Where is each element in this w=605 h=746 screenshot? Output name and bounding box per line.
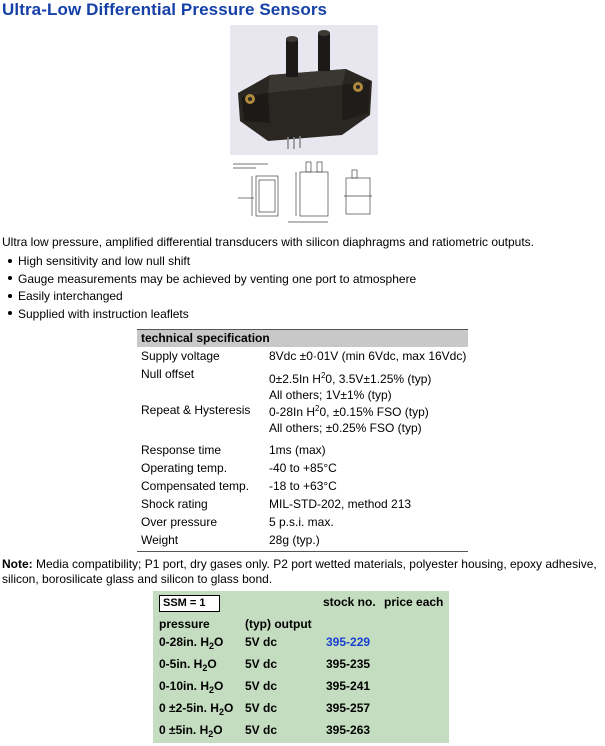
table-row: 0-28in. $H_2O$ [159, 635, 224, 651]
bullet-icon [8, 276, 12, 280]
intro-text: Ultra low pressure, amplified differential transducers with silicon diaphragms and ratiometric outputs. [2, 235, 535, 249]
spec-row: Operating temp. -40 to +85°C [141, 461, 337, 475]
list-item: Supplied with instruction leaflets [2, 306, 416, 324]
bullet-icon [8, 294, 12, 298]
header-pressure: pressure [159, 617, 210, 631]
stock-table: SSM = 1 stock no. price each pressure (typ) output 0-28in. $H_2O$ 5V dc 395-229 0-5in. $H_2O$ 5V dc 395-235 0-10in. $H_2O$ 5V dc 395-241 0 ±2-5in. $H_2O$ 5V dc 395-257 0 ±5in. $H_2O$ 5V dc 395-263 [153, 591, 449, 743]
spec-heading: technical specification [137, 329, 468, 347]
list-item: Easily interchanged [2, 288, 416, 306]
spec-table [137, 329, 468, 552]
feature-list [2, 253, 416, 323]
header-stock-no: stock no. [323, 595, 376, 609]
spec-row: Supply voltage 8Vdc ±0·01V (min 6Vdc, max 16Vdc) [141, 349, 467, 363]
bullet-icon [8, 311, 12, 315]
spec-row: Response time 1ms (max) [141, 443, 326, 457]
table-row: 0-5in. $H_2O$ [159, 657, 217, 673]
stock-link-395-229[interactable]: 395-229 [326, 635, 371, 649]
product-photo [230, 25, 378, 155]
spec-row: Repeat & Hysteresis 0-28In $H^20$, ±0.15% FSO (typ) All others; ±0.25% FSO (typ) [141, 403, 429, 435]
spec-row: Shock rating MIL-STD-202, method 213 [141, 497, 412, 511]
table-row: 0 ±2-5in. $H_2O$ [159, 701, 234, 717]
bullet-icon [8, 259, 12, 263]
list-item: High sensitivity and low null shift [2, 253, 416, 271]
spec-row: Weight 28g (typ.) [137, 531, 468, 552]
page-title: Ultra-Low Differential Pressure Sensors [2, 0, 328, 19]
spec-row: Over pressure 5 p.s.i. max. [141, 515, 334, 529]
table-row: 0 ±5in. $H_2O$ [159, 723, 223, 739]
spec-row: Null offset 0±2.5In $H^20$, 3.5V±1.25% (typ) All others; 1V±1% (typ) [141, 367, 432, 402]
dimension-drawing [228, 158, 380, 230]
spec-row: Compensated temp. -18 to +63°C [141, 479, 337, 493]
header-price-each: price each [384, 595, 444, 609]
ssm-box: SSM = 1 [159, 595, 220, 612]
table-row: 0-10in. $H_2O$ [159, 679, 224, 695]
list-item: Gauge measurements may be achieved by venting one port to atmosphere [2, 271, 416, 289]
header-output: (typ) output [245, 617, 312, 631]
note-paragraph: Note: Media compatibility; P1 port, dry gases only. P2 port wetted materials, polyester housing, epoxy adhesive, silicon, borosilicate glass and silicon to glass bond. [2, 557, 597, 586]
